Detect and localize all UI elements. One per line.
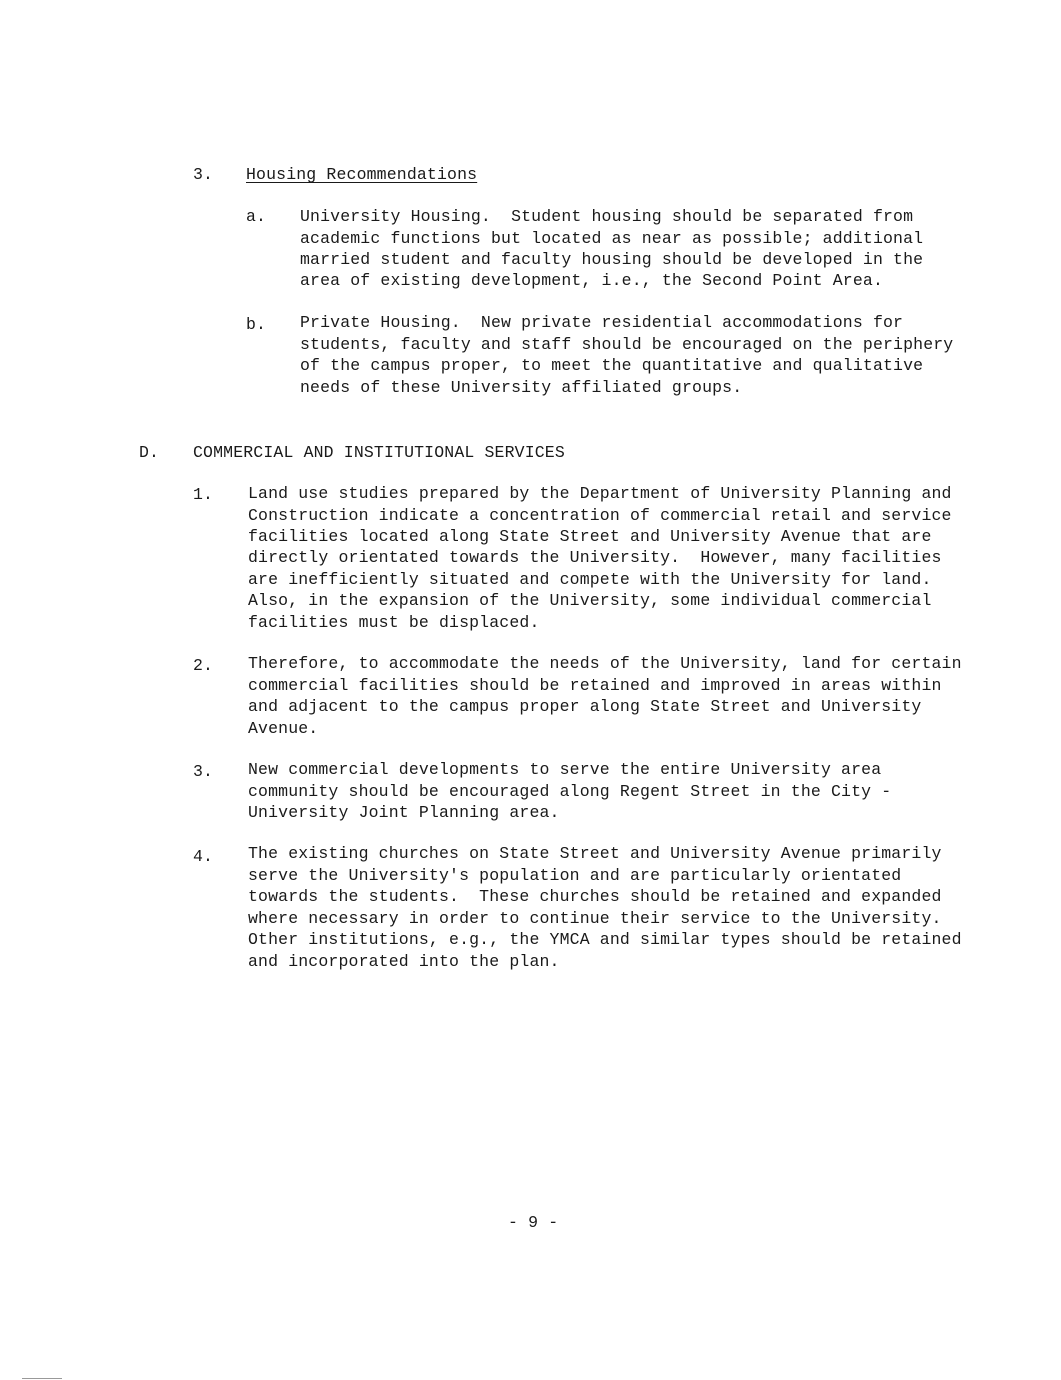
section-d-letter: D.: [139, 443, 160, 462]
item-4-line: and incorporated into the plan.: [248, 952, 560, 971]
item-1-line: Land use studies prepared by the Department of University Planning and: [248, 484, 952, 503]
item-b-line: students, faculty and staff should be encouraged on the periphery: [300, 335, 954, 354]
item-b-line: needs of these University affiliated groups.: [300, 378, 743, 397]
page-number: - 9 -: [508, 1213, 559, 1232]
item-3-line: New commercial developments to serve the entire University area: [248, 760, 882, 779]
item-a-line: University Housing. Student housing should be separated from: [300, 207, 914, 226]
section-d-title: COMMERCIAL AND INSTITUTIONAL SERVICES: [193, 443, 565, 462]
item-2-line: and adjacent to the campus proper along State Street and University: [248, 697, 922, 716]
item-b-line: Private Housing. New private residential accommodations for: [300, 313, 904, 332]
item-a-label: a.: [246, 207, 267, 226]
item-a-line: academic functions but located as near as possible; additional: [300, 229, 924, 248]
item-1-label: 1.: [193, 485, 214, 504]
item-4-line: Other institutions, e.g., the YMCA and similar types should be retained: [248, 930, 962, 949]
item-1-line: facilities must be displaced.: [248, 613, 540, 632]
item-4-line: towards the students. These churches should be retained and expanded: [248, 887, 942, 906]
item-2-label: 2.: [193, 656, 214, 675]
section-3-title: Housing Recommendations: [246, 165, 478, 184]
item-a-line: area of existing development, i.e., the Second Point Area.: [300, 271, 883, 290]
item-1-line: facilities located along State Street and University Avenue that are: [248, 527, 932, 546]
item-2-line: Avenue.: [248, 719, 319, 738]
item-b-line: of the campus proper, to meet the quantitative and qualitative: [300, 356, 924, 375]
item-4-line: serve the University's population and are particularly orientated: [248, 866, 902, 885]
section-3-number: 3.: [193, 165, 214, 184]
item-1-line: are inefficiently situated and compete with the University for land.: [248, 570, 932, 589]
item-a-line: married student and faculty housing should be developed in the: [300, 250, 924, 269]
item-2-line: commercial facilities should be retained and improved in areas within: [248, 676, 942, 695]
item-1-line: Construction indicate a concentration of commercial retail and service: [248, 506, 952, 525]
item-1-line: Also, in the expansion of the University, some individual commercial: [248, 591, 932, 610]
footer-rule: [22, 1378, 62, 1379]
item-2-line: Therefore, to accommodate the needs of the University, land for certain: [248, 654, 962, 673]
item-b-label: b.: [246, 315, 267, 334]
item-3-line: University Joint Planning area.: [248, 803, 560, 822]
item-1-line: directly orientated towards the University. However, many facilities: [248, 548, 942, 567]
item-4-line: where necessary in order to continue their service to the University.: [248, 909, 942, 928]
item-4-line: The existing churches on State Street and University Avenue primarily: [248, 844, 942, 863]
item-3-label: 3.: [193, 762, 214, 781]
item-4-label: 4.: [193, 847, 214, 866]
item-3-line: community should be encouraged along Regent Street in the City -: [248, 782, 892, 801]
